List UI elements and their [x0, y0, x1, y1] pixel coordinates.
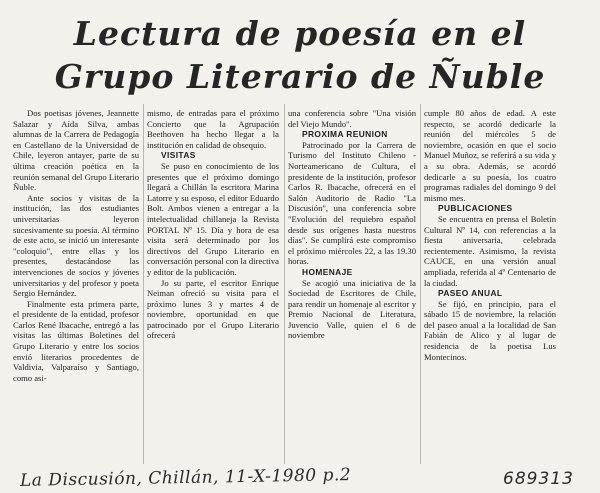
column-divider — [420, 104, 421, 464]
column-divider — [143, 104, 144, 464]
handwritten-source-note: La Discusión, Chillán, 11-X-1980 p.2 — [19, 465, 352, 491]
section-heading-paseo-anual: PASEO ANUAL — [438, 288, 503, 299]
article-column-2 — [147, 108, 279, 463]
handwritten-catalog-number: 689313 — [503, 469, 574, 489]
section-heading-visitas: VISITAS — [161, 150, 196, 161]
paragraph: Se fijó, en principio, para el sábado 15 de noviembre, la relación del paseo anual a la localidad de San Fabián de Alico y al lugar de residencia de la poetisa Lus Montecinos. — [424, 298, 556, 362]
paragraph: Finalmente esta primera parte, el presidente de la entidad, profesor Carlos René Ibacache, entregó a las visitas las últimas Boletines del Grupo Literario y entre los socios envió literarios procedentes de Valdivia, Valparaíso y Santiago, como asi- — [13, 298, 139, 383]
column-divider — [284, 104, 285, 464]
paragraph: Se encuentra en prensa el Boletín Cultural Nº 14, con referencias a la fiesta aniversaria, celebrada recientemente. Asimismo, la revista CAUCE, en una versión anual ampliada, referida al 4º Centenario de la ciudad. — [424, 213, 556, 288]
article-column-4 — [424, 108, 556, 463]
article-column-1 — [13, 108, 139, 463]
headline-line-1: Lectura de poesía en el — [73, 14, 527, 53]
section-heading-homenaje: HOMENAJE — [302, 266, 353, 277]
paragraph: mismo, de entradas para el próximo Concierto que la Agrupación Beethoven ha hecho llegar a la institución en calidad de obsequio. — [147, 108, 279, 150]
paragraph: una conferencia sobre "Una visión del Viejo Mundo". — [288, 108, 416, 129]
headline-line-2: Grupo Literario de Ñuble — [54, 57, 546, 96]
paragraph: Se puso en conocimiento de los presentes que el próximo domingo llegará a Chillán la escritora Marina Latorre y su esposo, el editor Eduardo Bolt. Ambos vienen a entregar a la intelectualidad chillaneja la Revista PORTAL Nº 15. Día y hora de esa visita será determinado por los directivos del Grupo Literario en conversación personal con la directiva y editor de la publicación. — [147, 160, 279, 277]
paragraph: Se acogió una iniciativa de la Sociedad de Escritores de Chile, para rendir un homenaje al escritor y Premio Nacional de Literatura, Juvencio Valle, quien el 6 de noviembre — [288, 277, 416, 341]
section-heading-proxima-reunion: PROXIMA REUNION — [302, 129, 388, 140]
section-heading-publicaciones: PUBLICACIONES — [438, 203, 513, 214]
paragraph: Dos poetisas jóvenes, Jeannette Salazar y Aída Silva, ambas alumnas de la Carrera de Pedagogía en Castellano de la Universidad de Chile, leyeron antayer, parte de su última creación poética en la reunión semanal del Grupo Literario Ñuble. — [13, 108, 139, 193]
article-column-3 — [288, 108, 416, 463]
paragraph: Patrocinado por la Carrera de Turismo del Instituto Chileno - Norteamericano de Cultura, el presidente de la institución, profesor Carlos R. Ibacache, ofrecerá en el Salón Auditorio de Radio "La Discusión", una conferencia sobre "Evolución del requiebro español desde sus orígenes hasta nuestros días". Se cumplirá este compromiso el próximo miércoles 22, a las 19.30 horas. — [288, 139, 416, 267]
paragraph: Ante socios y visitas de la institución, las dos estudiantes universitarias leyeron sucesivamente su poesía. Al término de este acto, se inició un interesante "coloquio", entre ellas y los presentes, destacándose las intervenciones de socios y jóvenes universitarios y del profesor y poeta Sergio Hernández. — [13, 192, 139, 299]
paragraph: Jo su parte, el escritor Enrique Neiman ofreció su visita para el próximo lunes 3 y martes 4 de noviembre, oportunidad en que patrocinado por el Grupo Literario ofrecerá — [147, 277, 279, 341]
paragraph: cumple 80 años de edad. A este respecto, se acordó dedicarle la reunión del miércoles 5 de noviembre, ocasión en que el socio Manuel Muñoz, se referirá a su vida y a su obra. Además, se acordó dedicarle a su poesía, los cuatro programas radiales del domingo 9 del mismo mes. — [424, 108, 556, 203]
